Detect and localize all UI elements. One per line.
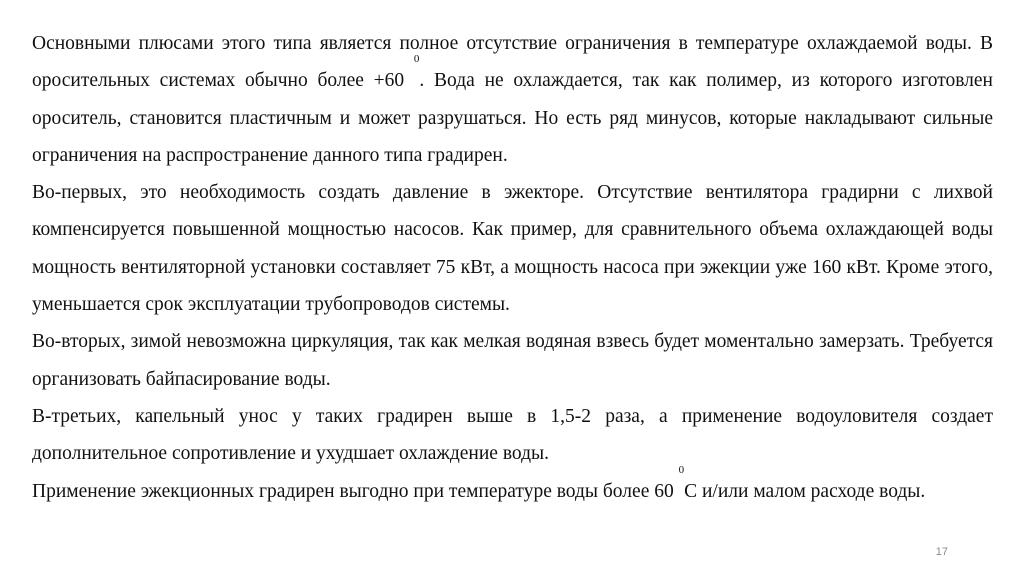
paragraph-advantages-text-1: Основными плюсами этого типа является полное отсутствие ограничения в температуре охлаждаемой воды. В оросительных системах обычно более +60 <box>32 33 993 92</box>
paragraph-first-drawback: Во-первых, это необходимость создать давление в эжекторе. Отсутствие вентилятора градирни с лихвой компенсируется повышенной мощностью насосов. Как пример, для сравнительного объема охлаждающей воды мощность вентиляторной установки составляет 75 кВт, а мощность насоса при эжекции уже 160 кВт. Кроме этого, уменьшается срок эксплуатации трубопроводов системы. <box>32 182 993 316</box>
superscript-degree: 0 <box>678 463 685 476</box>
paragraph-conclusion-text-1: Применение эжекционных градирен выгодно при температуре воды более 60 <box>32 480 679 502</box>
page-number: 17 <box>935 546 948 558</box>
paragraph-conclusion <box>32 463 993 510</box>
paragraph-conclusion-text-2: С и/или малом расходе воды. <box>684 480 926 502</box>
paragraph-advantages-text-2: . Вода не охлаждается, так как полимер, из которого изготовлен ороситель, становится пластичным и может разрушаться. Но есть ряд минусов, которые накладывают сильные ограничения на распространение данного типа градирен. <box>32 70 993 166</box>
paragraph-advantages <box>32 25 993 174</box>
paragraph-second-drawback: Во-вторых, зимой невозможна циркуляция, так как мелкая водяная взвесь будет моментально замерзать. Требуется организовать байпасирование воды. <box>32 331 993 390</box>
superscript-degree: 0 <box>413 53 420 66</box>
paragraph-third-drawback: В-третьих, капельный унос у таких градирен выше в 1,5-2 раза, а применение водоуловителя создает дополнительное сопротивление и ухудшает охлаждение воды. <box>32 405 993 465</box>
slide-body <box>32 25 993 510</box>
